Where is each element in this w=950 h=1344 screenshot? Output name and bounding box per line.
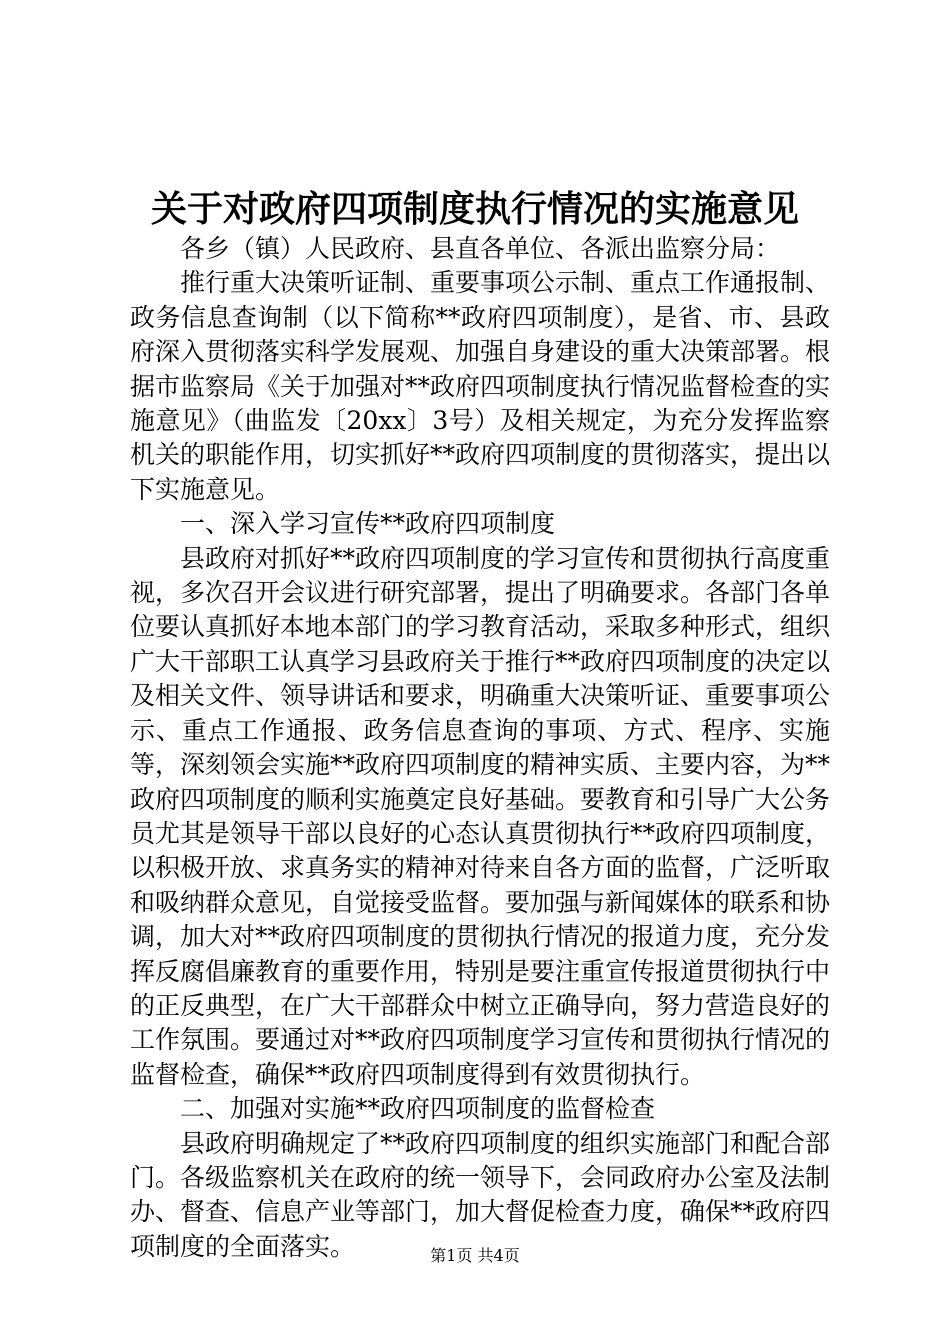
- document-title: 关于对政府四项制度执行情况的实施意见: [150, 188, 799, 230]
- document-body: [130, 232, 830, 1264]
- section-heading-2: 二、加强对实施**政府四项制度的监督检查: [180, 1094, 656, 1124]
- page-footer: 第1页 共4页: [430, 1246, 520, 1265]
- section-1-paragraph: 县政府对抓好**政府四项制度的学习宣传和贯彻执行高度重视，多次召开会议进行研究部署，提出了明确要求。各部门各单位要认真抓好本地本部门的学习教育活动，采取多种形式，组织广大干部职工认真学习县政府关于推行**政府四项制度的决定以及相关文件、领导讲话和要求，明确重大决策听证、重要事项公示、重点工作通报、政务信息查询的事项、方式、程序、实施等，深刻领会实施**政府四项制度的精神实质、主要内容，为**政府四项制度的顺利实施奠定良好基础。要教育和引导广大公务员尤其是领导干部以良好的心态认真贯彻执行**政府四项制度，以积极开放、求真务实的精神对待来自各方面的监督，广泛听取和吸纳群众意见，自觉接受监督。要加强与新闻媒体的联系和协调，加大对**政府四项制度的贯彻执行情况的报道力度，充分发挥反腐倡廉教育的重要作用，特别是要注重宣传报道贯彻执行中的正反典型，在广大干部群众中树立正确导向，努力营造良好的工作氛围。要通过对**政府四项制度学习宣传和贯彻执行情况的监督检查，确保**政府四项制度得到有效贯彻执行。: [130, 543, 831, 1089]
- section-heading-1: 一、深入学习宣传**政府四项制度: [180, 509, 556, 539]
- section-2-paragraph: 县政府明确规定了**政府四项制度的组织实施部门和配合部门。各级监察机关在政府的统一领导下，会同政府办公室及法制办、督查、信息产业等部门，加大督促检查力度，确保**政府四项制度的全面落实。: [130, 1128, 831, 1261]
- intro-paragraph: 推行重大决策听证制、重要事项公示制、重点工作通报制、政务信息查询制（以下简称**政府四项制度），是省、市、县政府深入贯彻落实科学发展观、加强自身建设的重大决策部署。根据市监察局《关于加强对**政府四项制度执行情况监督检查的实施意见》（曲监发〔20xx〕3号）及相关规定，为充分发挥监察机关的职能作用，切实抓好**政府四项制度的贯彻落实，提出以下实施意见。: [130, 268, 831, 504]
- salutation-paragraph: 各乡（镇）人民政府、县直各单位、各派出监察分局：: [180, 234, 781, 263]
